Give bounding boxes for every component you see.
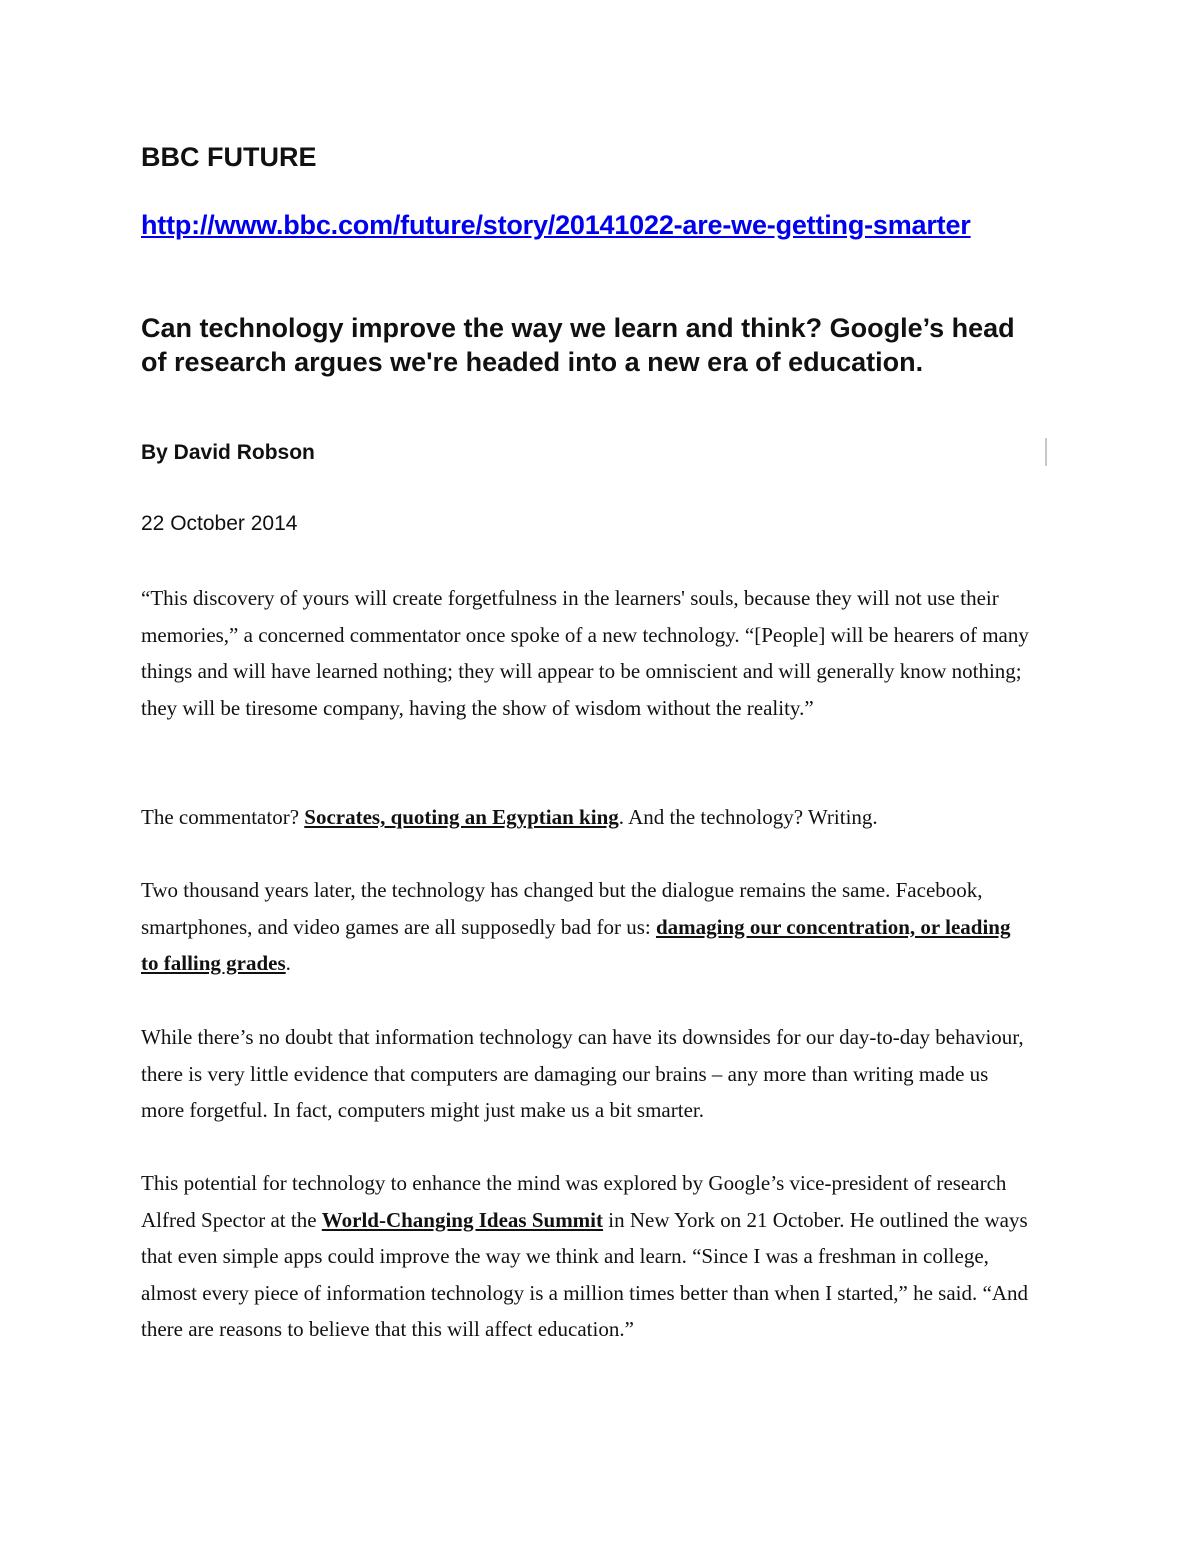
- paragraph-2-text-before: The commentator?: [141, 805, 305, 829]
- paragraph-3: [141, 872, 1031, 982]
- paragraph-5-text-before: This potential for technology to enhance the mind was explored by Google’s vice-president of research Alfred Spector at the: [141, 1171, 1007, 1232]
- source-url-link[interactable]: http://www.bbc.com/future/story/20141022-are-we-getting-smarter: [141, 210, 971, 240]
- concentration-grades-link[interactable]: damaging our concentration, or leading to falling grades: [141, 914, 1011, 976]
- paragraph-2: [141, 799, 1031, 836]
- world-changing-ideas-summit-link[interactable]: World-Changing Ideas Summit: [321, 1207, 604, 1232]
- paragraph-4: While there’s no doubt that information technology can have its downsides for our day-to-day behaviour, there is very little evidence that computers are damaging our brains – any more than writing made us more forgetful. In fact, computers might just make us a bit smarter.: [141, 1025, 1024, 1123]
- paragraph-5-text-after: in New York on 21 October. He outlined the ways that even simple apps could improve the way we think and learn. “Since I was a freshman in college, almost every piece of information technology is a million times better than when I started,” he said. “And there are reasons to believe that this will affect education.”: [141, 1207, 1028, 1342]
- paragraph-1: “This discovery of yours will create forgetfulness in the learners' souls, because they will not use their memories,” a concerned commentator once spoke of a new technology. “[People] will be hearers of many things and will have learned nothing; they will appear to be omniscient and will generally know nothing; they will be tiresome company, having the show of wisdom without the reality.”: [141, 586, 1029, 720]
- publish-date: 22 October 2014: [141, 512, 298, 535]
- article-headline: Can technology improve the way we learn and think? Google’s head of research argues we're headed into a new era of education.: [141, 313, 1015, 377]
- paragraph-2-text-after: . And the technology? Writing.: [618, 805, 878, 829]
- paragraph-5: [141, 1165, 1031, 1348]
- socrates-link[interactable]: Socrates, quoting an Egyptian king: [304, 805, 619, 829]
- text-cursor: [1045, 438, 1047, 466]
- paragraph-3-text-before: Two thousand years later, the technology has changed but the dialogue remains the same. Facebook, smartphones, and video games are all supposedly bad for us:: [141, 878, 983, 939]
- byline: By David Robson: [141, 441, 315, 464]
- paragraph-3-text-after: .: [285, 951, 291, 976]
- site-name: BBC FUTURE: [141, 142, 317, 172]
